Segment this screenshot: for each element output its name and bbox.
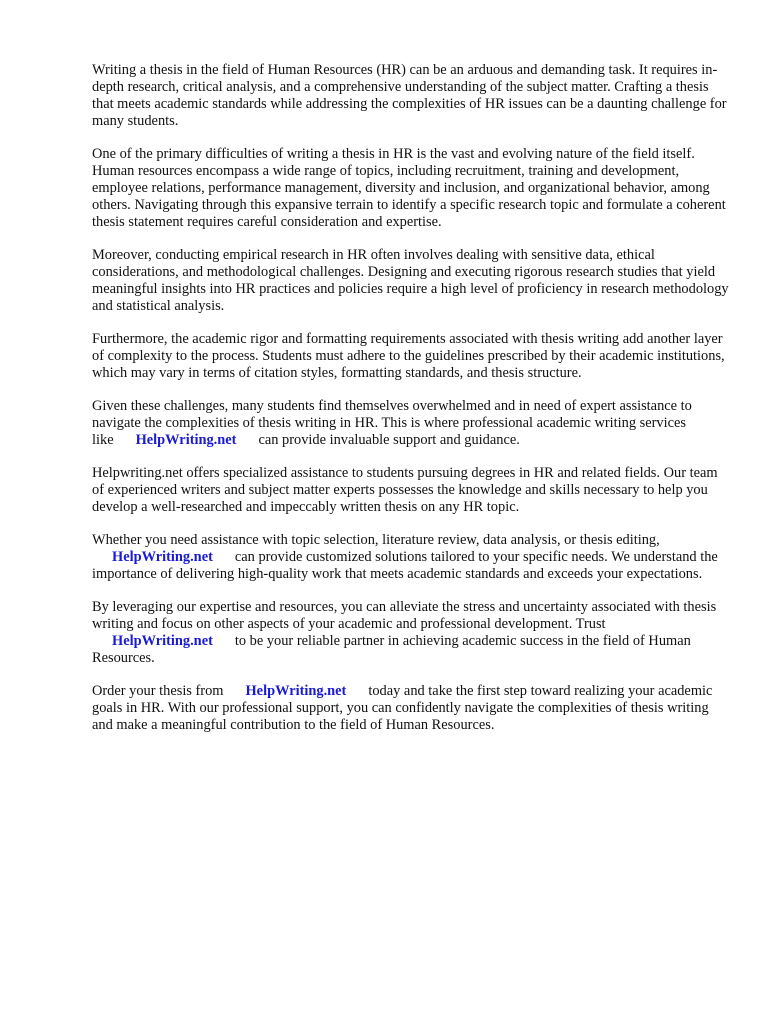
helpwriting-link[interactable]: HelpWriting.net bbox=[112, 633, 213, 649]
paragraph-formatting: Furthermore, the academic rigor and formatting requirements associated with thesis writing add another layer of complexity to the process. Students must adhere to the guidelines prescribed by their academic institutions, which may vary in terms of citation styles, formatting standards, and thesis structure. bbox=[92, 331, 725, 381]
paragraph-order bbox=[92, 683, 732, 734]
paragraph-text: to be your reliable partner in achieving academic success in the field of Human Resources. bbox=[92, 633, 691, 666]
document-body bbox=[92, 62, 732, 750]
helpwriting-link[interactable]: HelpWriting.net bbox=[112, 549, 213, 565]
paragraph-difficulties: One of the primary difficulties of writing a thesis in HR is the vast and evolving nature of the field itself. Human resources encompass a wide range of topics, including recruitment, training and development, employee relations, performance management, diversity and inclusion, and organizational behavior, among others. Navigating through this expansive terrain to identify a specific research topic and formulate a coherent thesis statement requires careful consideration and expertise. bbox=[92, 146, 726, 230]
paragraph-text: Given these challenges, many students find themselves overwhelmed and in need of expert assistance to navigate the complexities of thesis writing in HR. This is where professional academic writing services like bbox=[92, 398, 692, 448]
helpwriting-link[interactable]: HelpWriting.net bbox=[135, 432, 237, 448]
paragraph-specialized-assistance: Helpwriting.net offers specialized assistance to students pursuing degrees in HR and related fields. Our team of experienced writers and subject matter experts possesses the knowledge and skills necessary to help you develop a well-researched and impeccably written thesis on any HR topic. bbox=[92, 465, 718, 515]
paragraph-text: Whether you need assistance with topic selection, literature review, data analysis, or thesis editing, bbox=[92, 532, 660, 548]
paragraph-topic-selection bbox=[92, 532, 732, 583]
paragraph-empirical-research: Moreover, conducting empirical research in HR often involves dealing with sensitive data, ethical considerations, and methodological challenges. Designing and executing rigorous research studies that yield meaningful insights into HR practices and policies require a high level of proficiency in research methodology and statistical analysis. bbox=[92, 247, 729, 314]
paragraph-challenges bbox=[92, 398, 732, 449]
helpwriting-link[interactable]: HelpWriting.net bbox=[245, 683, 347, 699]
paragraph-text: can provide customized solutions tailored to your specific needs. We understand the importance of delivering high-quality work that meets academic standards and exceeds your expectations. bbox=[92, 549, 718, 582]
paragraph-text: By leveraging our expertise and resources, you can alleviate the stress and uncertainty associated with thesis writing and focus on other aspects of your academic and professional development. Trust bbox=[92, 599, 717, 632]
paragraph-leveraging-expertise bbox=[92, 599, 732, 667]
paragraph-text: can provide invaluable support and guidance. bbox=[258, 432, 520, 448]
paragraph-text: Order your thesis from bbox=[92, 683, 224, 699]
paragraph-text: today and take the first step toward realizing your academic goals in HR. With our professional support, you can confidently navigate the complexities of thesis writing and make a meaningful contribution to the field of Human Resources. bbox=[92, 683, 713, 733]
paragraph-intro: Writing a thesis in the field of Human Resources (HR) can be an arduous and demanding task. It requires in-depth research, critical analysis, and a comprehensive understanding of the subject matter. Crafting a thesis that meets academic standards while addressing the complexities of HR issues can be a daunting challenge for many students. bbox=[92, 62, 727, 129]
